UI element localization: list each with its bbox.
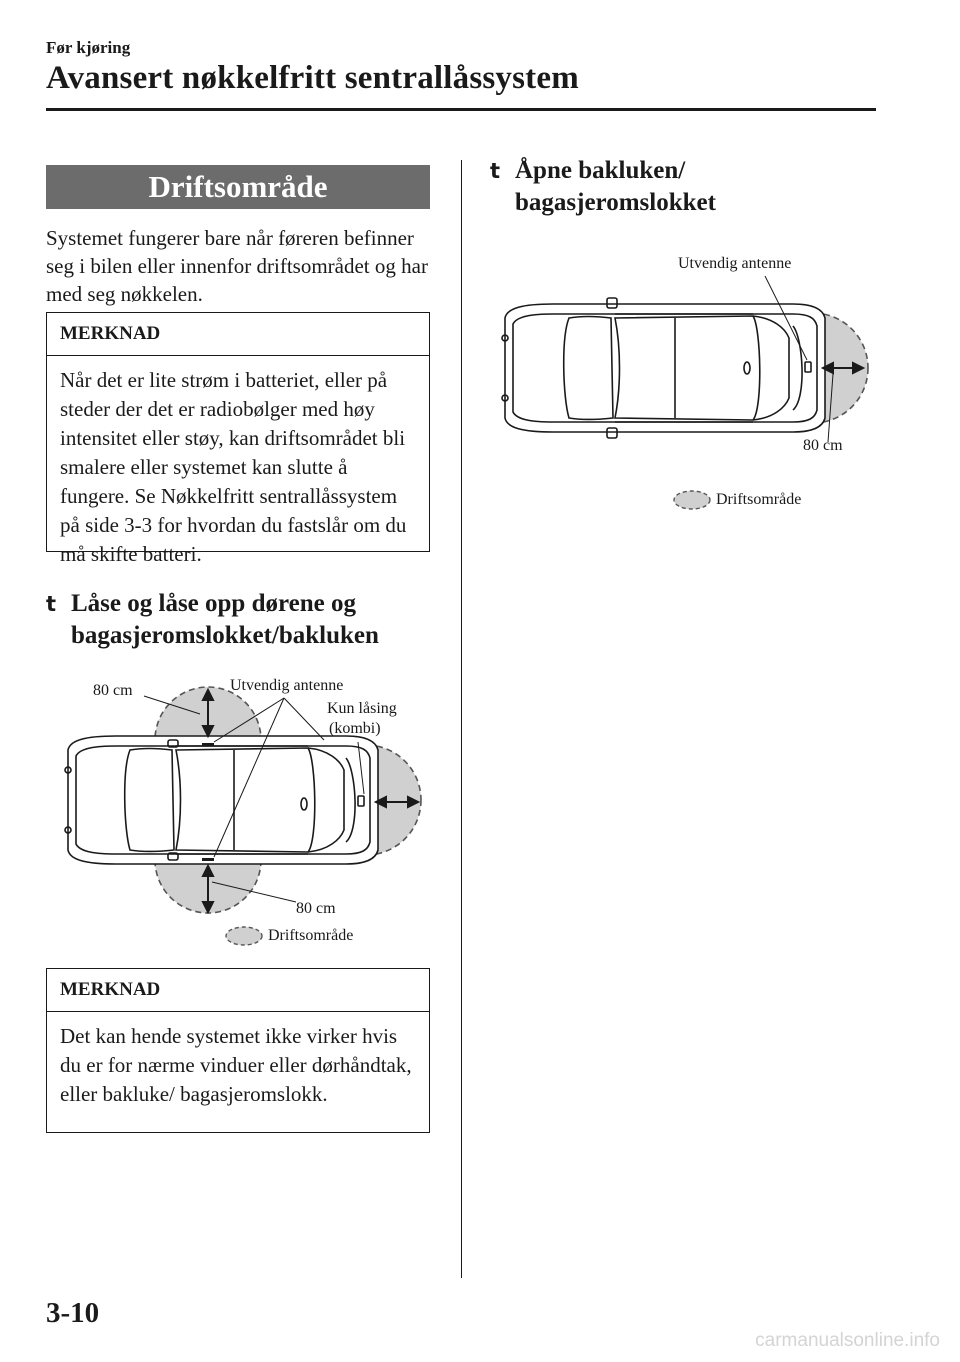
- note-body: Det kan hende systemet ikke virker hvis du er for nærme vinduer eller dørhåndtak, eller bakluke/ bagasjeromslokk.: [60, 1024, 412, 1106]
- car-top-view-1: [65, 736, 378, 864]
- note-body: Når det er lite strøm i batteriet, eller på steder der det er radiobølger med høy intensitet eller støy, kan driftsområdet bli smalere eller systemet kan slutte å fungere. Se Nøkkelfritt sentrallåssystem på side 3-3 for hvordan du fastslår om du må skifte batteri.: [60, 368, 407, 566]
- intro-paragraph: Systemet fungerer bare når føreren befinner seg i bilen eller innenfor driftsområdet og har med seg nøkkelen.: [46, 226, 428, 306]
- bullet-icon: t: [490, 159, 501, 183]
- label-80cm-2: 80 cm: [803, 437, 843, 454]
- bullet-icon: t: [46, 592, 57, 616]
- chapter-label: Før kjøring: [46, 38, 131, 57]
- page-number: 3-10: [46, 1297, 100, 1329]
- column-divider: [461, 160, 462, 1278]
- subsection-title: Låse og låse opp dørene og bagasjeromslokket/bakluken: [71, 590, 379, 649]
- subsection-lock-unlock: [46, 588, 446, 658]
- label-lock-only-2: (kombi): [329, 720, 381, 737]
- legend-zone-icon-2: [672, 489, 712, 511]
- header-rule: [46, 108, 876, 111]
- label-80cm-top: 80 cm: [93, 682, 133, 699]
- label-lock-only: Kun låsing: [327, 700, 397, 717]
- footer-watermark[interactable]: carmanualsonline.info: [755, 1330, 940, 1351]
- label-antenna-2: Utvendig antenne: [678, 255, 792, 272]
- antenna-driver-marker: [202, 743, 214, 746]
- antenna-passenger-marker: [202, 858, 214, 861]
- car-top-view-2: [502, 298, 825, 438]
- note-box-2: [46, 968, 430, 1133]
- label-antenna-1: Utvendig antenne: [230, 677, 344, 694]
- note-box-1: [46, 312, 430, 566]
- note-heading: MERKNAD: [47, 969, 429, 1012]
- note-heading: MERKNAD: [47, 313, 429, 356]
- section-heading: Driftsområde: [46, 165, 430, 209]
- subsection-title: Åpne bakluken/ bagasjeromslokket: [515, 157, 716, 216]
- legend-label-1: Driftsområde: [268, 927, 354, 944]
- legend-zone-icon: [224, 925, 264, 947]
- legend-label-2: Driftsområde: [716, 491, 802, 508]
- label-80cm-bottom: 80 cm: [296, 900, 336, 917]
- page-title: Avansert nøkkelfritt sentrallåssystem: [46, 60, 579, 96]
- subsection-open-tailgate: [490, 155, 850, 225]
